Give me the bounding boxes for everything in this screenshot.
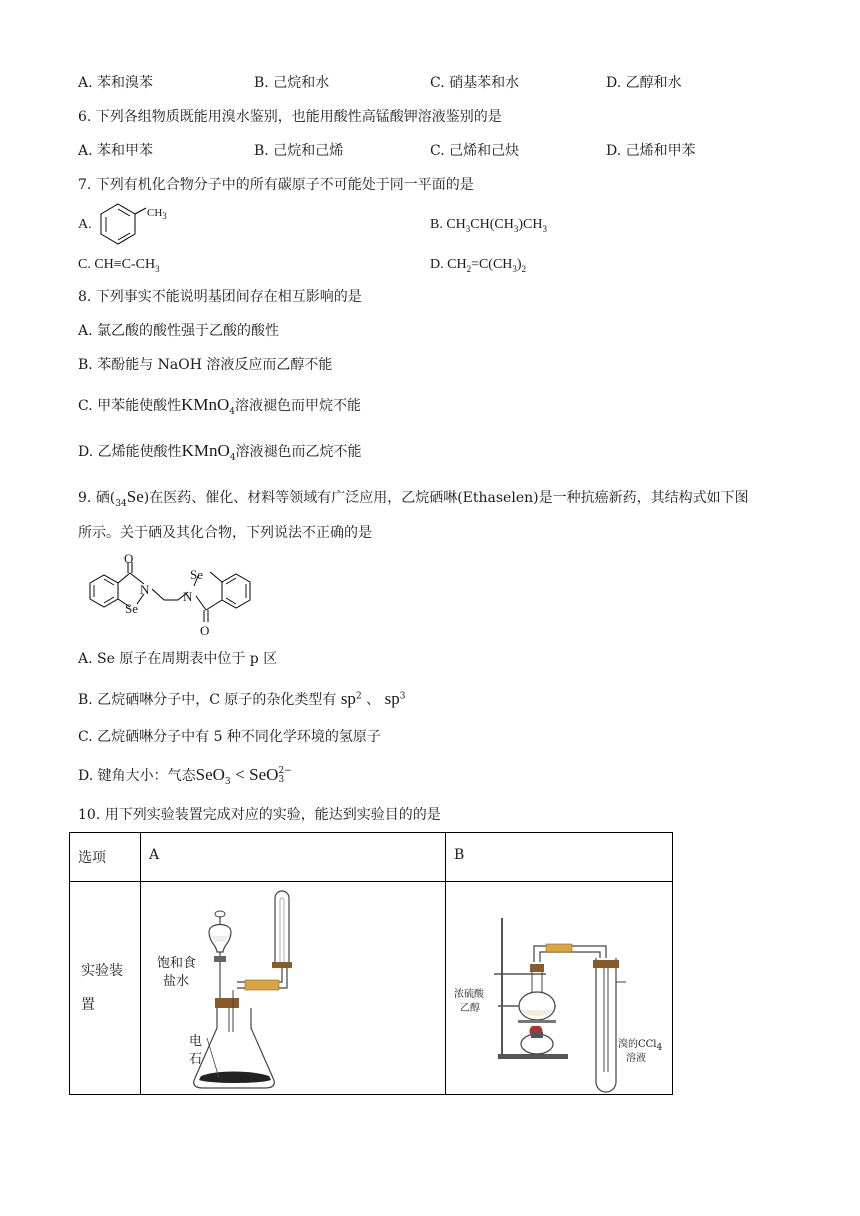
row-label: 实验装置	[81, 963, 123, 1013]
table-header-b: B	[446, 833, 673, 882]
label-saturated-brine-1: 饱和食	[157, 956, 197, 971]
q8-option-a: A. 氯乙酸的酸性强于乙酸的酸性	[78, 323, 280, 339]
ethaselen-structure	[74, 548, 264, 642]
q7-stem: 7. 下列有机化合物分子中的所有碳原子不可能处于同一平面的是	[78, 177, 474, 193]
q7-option-b: B. $CH_3CH(CH_3)CH_3$	[430, 217, 547, 234]
table-row	[70, 882, 673, 1095]
q7-option-c: C. $CH\equiv C-CH_3$	[78, 257, 160, 274]
q9-option-d: D. 键角大小：气态SeO$_3$ < SeO 2− 3	[78, 765, 292, 787]
q7-methyl-label: $CH_3$	[147, 207, 167, 222]
q8-stem: 8. 下列事实不能说明基团间存在相互影响的是	[78, 289, 362, 305]
structure-label-o2: O	[200, 623, 210, 638]
table-header-option: 选项	[70, 833, 141, 882]
table-header-a: A	[141, 833, 446, 882]
label-solution: 溶液	[626, 1053, 646, 1064]
q7-option-d: D. $CH_2=C(CH_3)_2$	[430, 257, 527, 274]
label-saturated-brine-2: 盐水	[163, 974, 190, 989]
q9-stem-line1: 9. 硒$(_{34}Se)$在医药、催化、材料等领域有广泛应用，乙烷硒啉(Ethaselen)是一种抗癌新药，其结构式如下图	[78, 487, 749, 509]
q5-option-b: B. 己烷和水	[254, 75, 330, 91]
apparatus-a-cell	[141, 882, 446, 1095]
q6-option-d: D. 己烯和甲苯	[606, 143, 696, 159]
q9-option-b: B. 乙烷硒啉分子中，C 原子的杂化类型有 $sp^2$ 、 $sp^3$	[78, 689, 406, 708]
q8-option-d: D. 乙烯能使酸性KMnO$_4$溶液褪色而乙烷不能	[78, 441, 362, 463]
q5-option-d: D. 乙醇和水	[606, 75, 682, 91]
q6-option-a: A. 苯和甲苯	[78, 143, 154, 159]
q5-option-a: A. 苯和溴苯	[78, 75, 154, 91]
table-header-row	[70, 833, 673, 882]
q6-option-b: B. 己烷和己烯	[254, 143, 344, 159]
label-ethanol: 乙醇	[460, 1003, 480, 1014]
q9-stem-line2: 所示。关于硒及其化合物，下列说法不正确的是	[78, 525, 372, 541]
q6-option-c: C. 己烯和己炔	[430, 143, 520, 159]
structure-label-n1: N	[140, 582, 150, 597]
q7-option-a-label: A.	[78, 217, 92, 232]
q5-option-c: C. 硝基苯和水	[430, 75, 520, 91]
experiment-table	[69, 832, 673, 1095]
structure-label-se1: Se	[125, 601, 138, 616]
label-conc-sulfuric-acid: 浓硫酸	[454, 989, 484, 1000]
q8-option-b: B. 苯酚能与 NaOH 溶液反应而乙醇不能	[78, 357, 333, 373]
q10-stem: 10. 用下列实验装置完成对应的实验，能达到实验目的的是	[78, 807, 441, 823]
apparatus-b-cell	[446, 882, 673, 1095]
structure-label-o1: O	[124, 551, 134, 566]
structure-label-se2: Se	[190, 567, 203, 582]
q9-option-c: C. 乙烷硒啉分子中有 5 种不同化学环境的氢原子	[78, 729, 381, 745]
row-label-cell	[70, 882, 141, 1095]
structure-label-n2: N	[183, 589, 193, 604]
label-calcium-carbide-1: 电	[189, 1034, 203, 1049]
q9-option-a: A. Se 原子在周期表中位于 p 区	[78, 651, 278, 667]
q8-option-c: C. 甲苯能使酸性KMnO$_4$溶液褪色而甲烷不能	[78, 395, 362, 417]
q6-stem: 6. 下列各组物质既能用溴水鉴别，也能用酸性高锰酸钾溶液鉴别的是	[78, 109, 502, 125]
label-bromine-ccl4: 溴的CCl$_4$	[618, 1039, 663, 1053]
label-calcium-carbide-2: 石	[189, 1052, 203, 1067]
